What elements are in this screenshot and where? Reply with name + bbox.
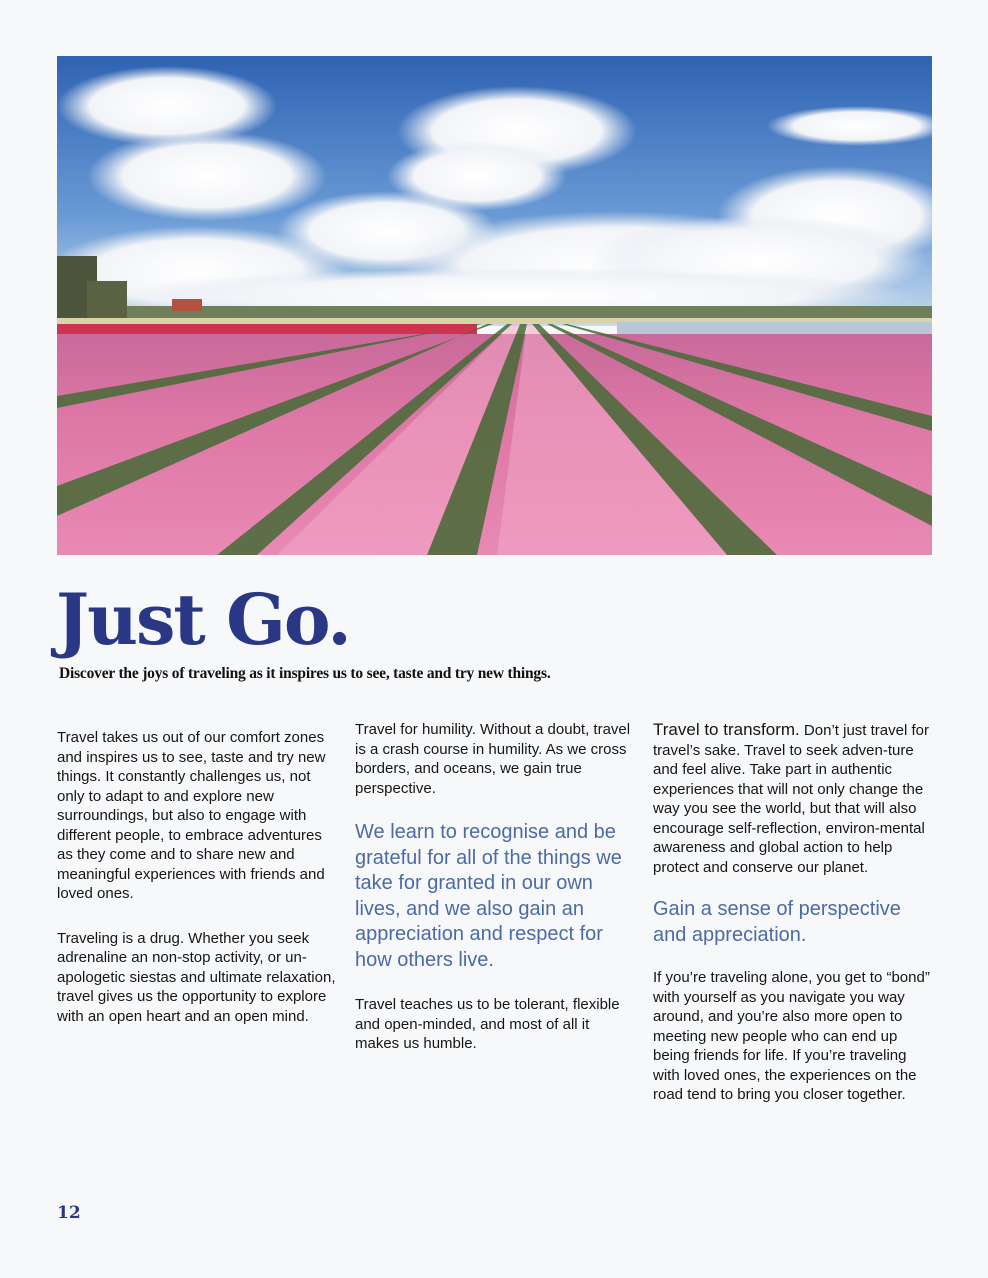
- page-number: 12: [57, 1203, 81, 1223]
- hero-image: [57, 56, 932, 555]
- pull-quote: We learn to recognise and be grateful for all of the things we take for granted in our own lives, and we also gain an appreciation and respect for how others live.: [355, 821, 622, 971]
- body-paragraph: [653, 720, 935, 877]
- column-2: [355, 720, 637, 1054]
- column-3: [653, 720, 935, 1105]
- lead-in: Travel to transform.: [653, 720, 800, 739]
- column-1: [57, 728, 339, 1026]
- body-paragraph: If you’re traveling alone, you get to “bond” with yourself as you navigate you way around, and you’re also more open to meeting new people who can end up being friends for life. If you’re traveling with loved ones, the experiences on the road tend to bring you closer together.: [653, 969, 930, 1103]
- article-subtitle: Discover the joys of traveling as it inspires us to see, taste and try new things.: [59, 665, 551, 682]
- body-paragraph: Travel for humility. Without a doubt, travel is a crash course in humility. As we cross borders, and oceans, we gain true perspective.: [355, 721, 631, 797]
- body-text: Don’t just travel for travel’s sake. Travel to seek adven-ture and feel alive. Take part in authentic experiences that will not only change the way you see the world, but that will also encourage self-reflection, environ-mental awareness and global action to help protect and conserve our planet.: [653, 722, 929, 876]
- body-paragraph: Traveling is a drug. Whether you seek adrenaline an non-stop activity, or un-apologetic siestas and ultimate relaxation, travel gives us the opportunity to explore with an open heart and an open mind.: [57, 929, 336, 1025]
- pull-quote: Gain a sense of perspective and appreciation.: [653, 898, 901, 946]
- body-paragraph: Travel takes us out of our comfort zones and inspires us to see, taste and try new things. It constantly challenges us, not only to adapt to and explore new surroundings, but also to engage with different people, to embrace adventures as they come and to share new and meaningful experiences with friends and loved ones.: [57, 729, 326, 902]
- tulip-field-illustration: [57, 56, 932, 555]
- body-paragraph: Travel teaches us to be tolerant, flexible and open-minded, and most of all it makes us humble.: [355, 996, 620, 1052]
- article-title: Just Go.: [56, 578, 350, 661]
